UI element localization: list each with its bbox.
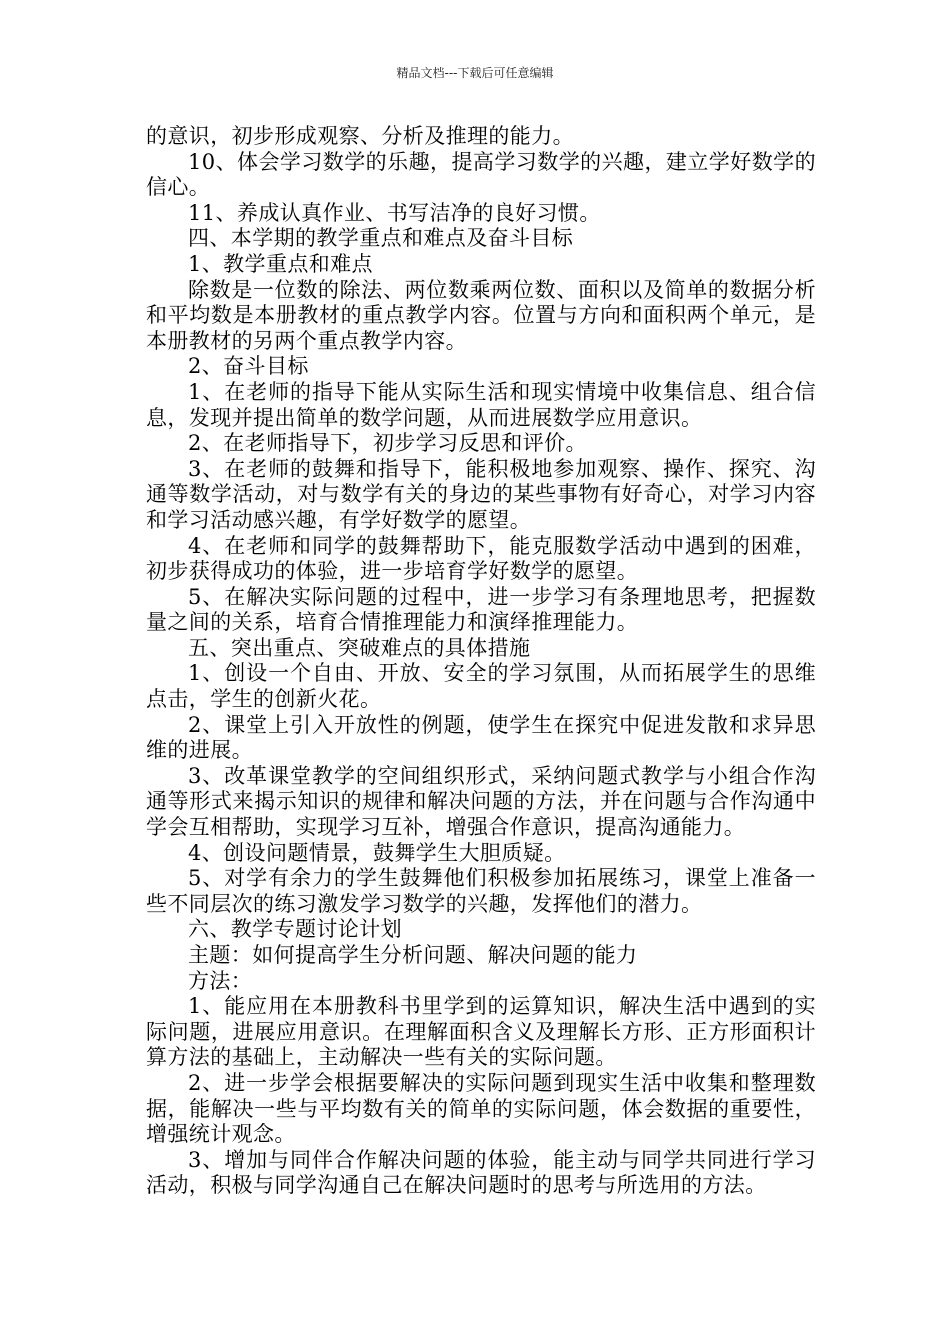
- list-item: 1、在老师的指导下能从实际生活和现实情境中收集信息、组合信息，发现并提出简单的数学问题，从而进展数学应用意识。: [146, 379, 816, 430]
- list-item: 3、改革课堂教学的空间组织形式，采纳问题式教学与小组合作沟通等形式来揭示知识的规律和解决问题的方法，并在问题与合作沟通中学会互相帮助，实现学习互补，增强合作意识，提高沟通能力。: [146, 763, 816, 840]
- page-header: 精品文档---下载后可任意编辑: [396, 66, 554, 80]
- list-item: 1、能应用在本册教科书里学到的运算知识，解决生活中遇到的实际问题，进展应用意识。在理解面积含义及理解长方形、正方形面积计算方法的基础上，主动解决一些有关的实际问题。: [146, 994, 816, 1070]
- list-item: 3、在老师的鼓舞和指导下，能积极地参加观察、操作、探究、沟通等数学活动，对与数学有关的身边的某些事物有好奇心，对学习内容和学习活动感兴趣，有学好数学的愿望。: [146, 456, 816, 532]
- list-item: 2、在老师指导下，初步学习反思和评价。: [188, 431, 587, 456]
- section-heading: 五、突出重点、突破难点的具体措施: [188, 635, 531, 660]
- list-item: 4、在老师和同学的鼓舞帮助下，能克服数学活动中遇到的困难，初步获得成功的体验，进一步培育学好数学的愿望。: [146, 533, 816, 584]
- subsection-heading: 1、教学重点和难点: [188, 251, 373, 276]
- list-item: 1、创设一个自由、开放、安全的学习氛围，从而拓展学生的思维点击，学生的创新火花。: [146, 661, 816, 712]
- paragraph: 除数是一位数的除法、两位数乘两位数、面积以及简单的数据分析和平均数是本册教材的重点教学内容。位置与方向和面积两个单元，是本册教材的另两个重点教学内容。: [146, 277, 816, 353]
- list-item: 2、进一步学会根据要解决的实际问题到现实生活中收集和整理数据，能解决一些与平均数有关的简单的实际问题，体会数据的重要性，增强统计观念。: [146, 1070, 816, 1147]
- paragraph: 10、体会学习数学的乐趣，提高学习数学的兴趣，建立学好数学的信心。: [146, 149, 816, 200]
- list-item: 5、对学有余力的学生鼓舞他们积极参加拓展练习，课堂上准备一些不同层次的练习激发学习数学的兴趣，发挥他们的潜力。: [146, 866, 816, 916]
- section-heading: 六、教学专题讨论计划: [188, 917, 402, 942]
- list-item: 4、创设问题情景，鼓舞学生大胆质疑。: [188, 840, 566, 865]
- paragraph: 11、养成认真作业、书写洁净的良好习惯。: [188, 200, 601, 225]
- list-item: 5、在解决实际问题的过程中，进一步学习有条理地思考，把握数量之间的关系，培育合情推理能力和演绎推理能力。: [146, 584, 816, 635]
- subsection-heading: 2、奋斗目标: [188, 354, 309, 379]
- section-heading: 四、本学期的教学重点和难点及奋斗目标: [188, 226, 574, 251]
- paragraph: 的意识，初步形成观察、分析及推理的能力。: [146, 124, 574, 148]
- list-item: 2、课堂上引入开放性的例题，使学生在探究中促进发散和求异思维的进展。: [146, 712, 816, 763]
- list-item: 3、增加与同伴合作解决问题的体验，能主动与同学共同进行学习活动，积极与同学沟通自己在解决问题时的思考与所选用的方法。: [146, 1147, 816, 1198]
- paragraph: 主题：如何提高学生分析问题、解决问题的能力: [188, 943, 638, 967]
- document-body: [146, 124, 816, 1199]
- paragraph: 方法：: [188, 968, 253, 993]
